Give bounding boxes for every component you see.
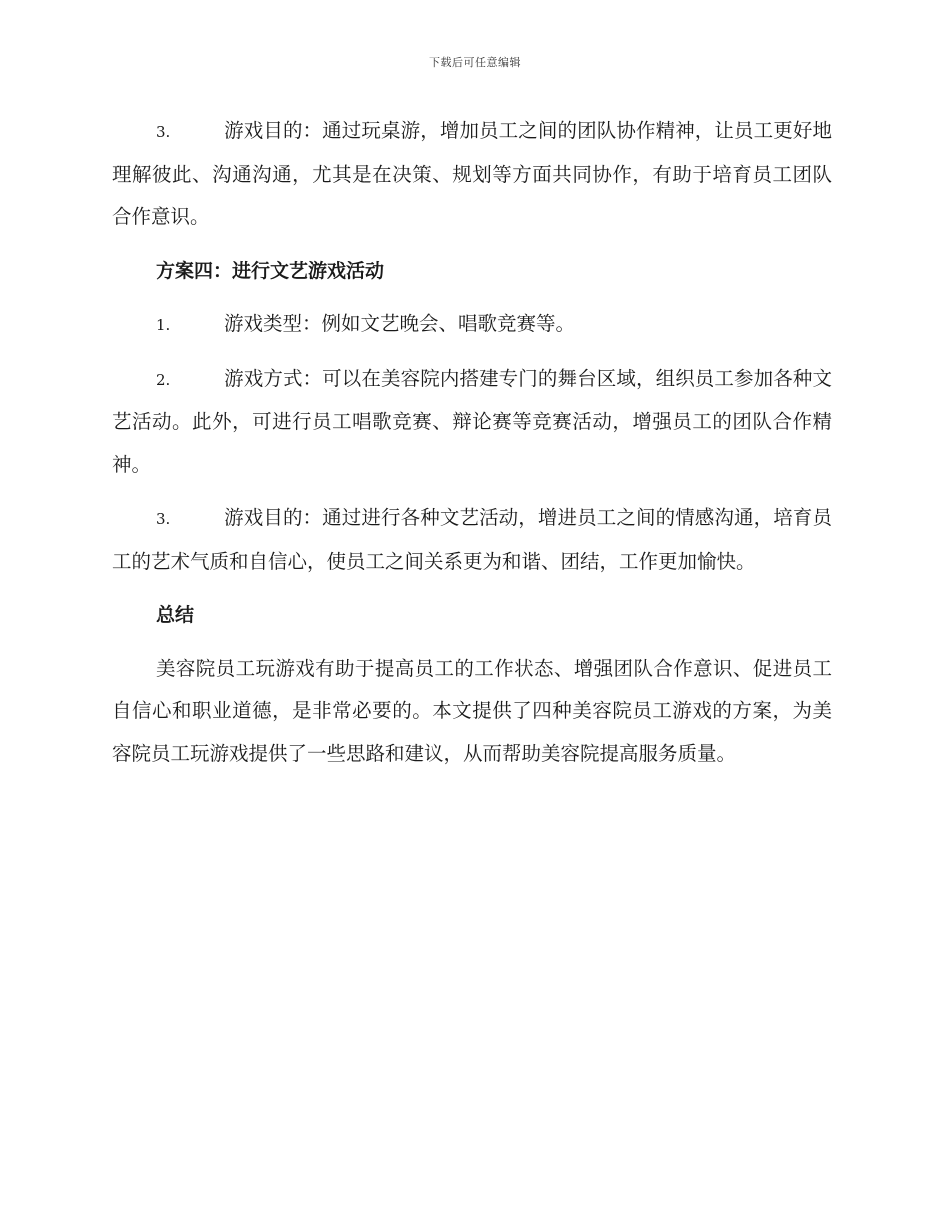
list-item-number: 2. <box>156 370 171 389</box>
section-heading-plan-four: 方案四：进行文艺游戏活动 <box>156 259 385 282</box>
list-item-2-game-method <box>112 358 832 487</box>
page-header: 下载后可任意编辑 <box>429 56 521 69</box>
list-item-text: 游戏目的：通过玩桌游，增加员工之间的团队协作精神，让员工更好地理解彼此、沟通沟通，尤其是在决策、规划等方面共同协作，有助于培育员工团队合作意识。 <box>112 119 832 228</box>
list-item-1-game-type <box>112 303 832 347</box>
document-body <box>112 110 832 786</box>
list-item-number: 1. <box>156 316 171 334</box>
list-item-number: 3. <box>156 123 171 141</box>
summary-paragraph: 美容院员工玩游戏有助于提高员工的工作状态、增强团队合作意识、促进员工自信心和职业道德，是非常必要的。本文提供了四种美容院员工游戏的方案，为美容院员工玩游戏提供了一些思路和建议，从而帮助美容院提高服务质量。 <box>112 656 832 765</box>
section-heading-summary: 总结 <box>156 604 195 626</box>
list-item-text: 游戏类型：例如文艺晚会、唱歌竞赛等。 <box>224 312 576 335</box>
list-item-3-game-goal <box>112 497 832 583</box>
list-item-number: 3. <box>156 510 171 528</box>
list-item-text: 游戏方式：可以在美容院内搭建专门的舞台区域，组织员工参加各种文艺活动。此外，可进行员工唱歌竞赛、辩论赛等竞赛活动，增强员工的团队合作精神。 <box>112 366 832 476</box>
list-item-text: 游戏目的：通过进行各种文艺活动，增进员工之间的情感沟通，培育员工的艺术气质和自信心，使员工之间关系更为和谐、团结，工作更加愉快。 <box>112 506 832 573</box>
list-item-3-board-game-goal <box>112 110 832 239</box>
